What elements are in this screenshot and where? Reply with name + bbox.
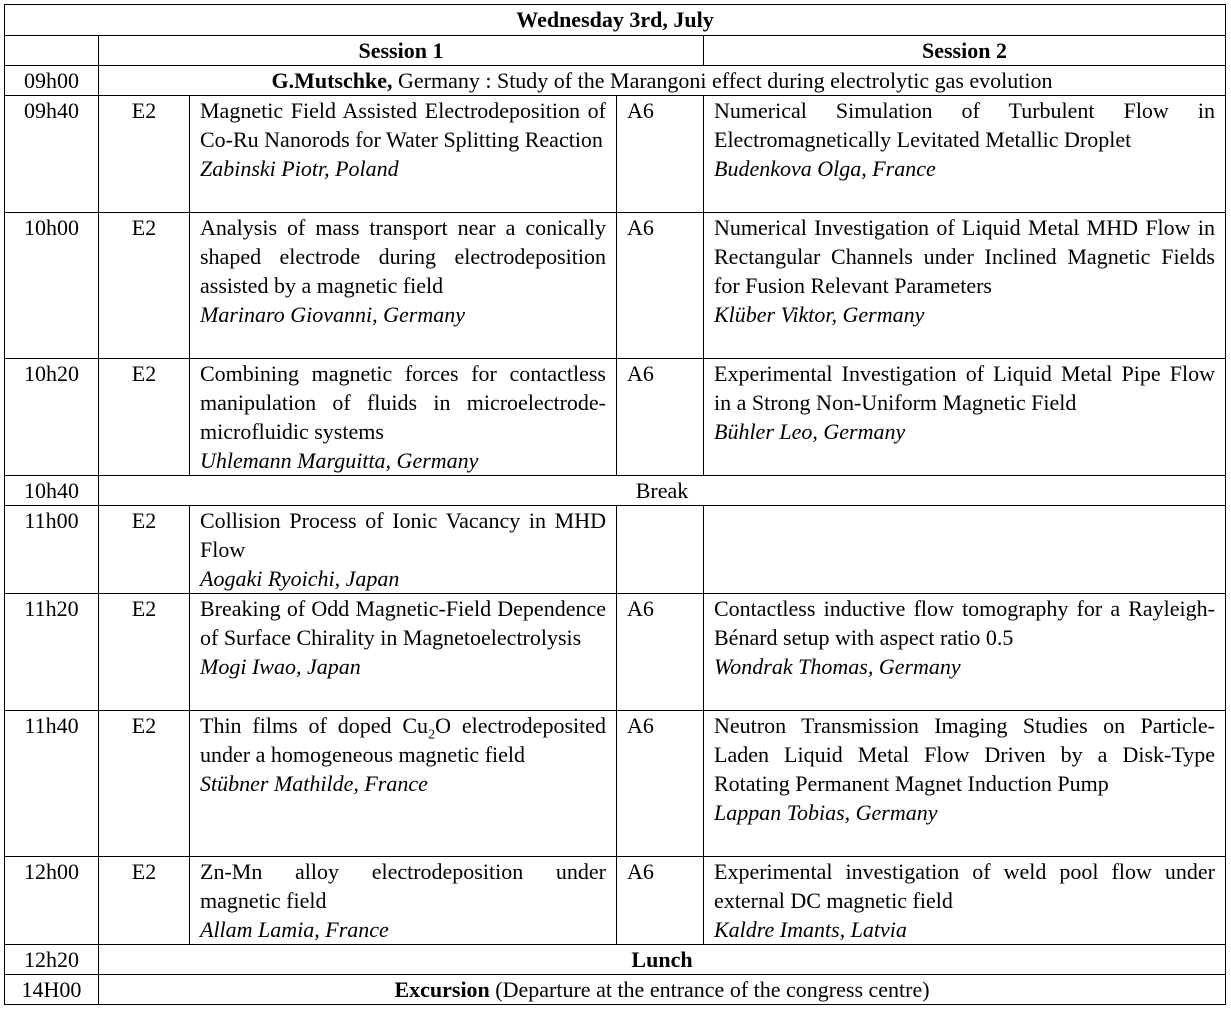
talk-title-part: O electrodeposited under a homogeneous magnetic field — [200, 713, 606, 767]
header-empty-cell — [5, 36, 99, 66]
talk-author: Zabinski Piotr, Poland — [200, 156, 399, 181]
talk-author: Stübner Mathilde, France — [200, 771, 428, 796]
session-2-talk — [704, 359, 1226, 476]
session-1-talk — [190, 594, 617, 711]
session-1-code: E2 — [99, 594, 190, 711]
session-2-talk — [704, 711, 1226, 857]
talk-row — [5, 857, 1226, 945]
talk-time: 12h00 — [5, 857, 99, 945]
talk-title — [200, 711, 606, 769]
talk-title: Magnetic Field Assisted Electrodeposition of Co-Ru Nanorods for Water Splitting Reaction — [200, 98, 606, 152]
excursion-info — [99, 975, 1226, 1005]
session-2-code: A6 — [617, 594, 704, 711]
excursion-time: 14H00 — [5, 975, 99, 1005]
session-2-talk — [704, 594, 1226, 711]
session-1-code: E2 — [99, 213, 190, 359]
plenary-time: 09h00 — [5, 66, 99, 96]
session-2-code: A6 — [617, 857, 704, 945]
talk-author: Uhlemann Marguitta, Germany — [200, 448, 479, 473]
session-1-code: E2 — [99, 506, 190, 594]
session-2-code: A6 — [617, 711, 704, 857]
talk-author: Wondrak Thomas, Germany — [714, 654, 961, 679]
session-1-code: E2 — [99, 711, 190, 857]
session-2-talk — [704, 213, 1226, 359]
subscript: 2 — [428, 727, 436, 743]
lunch-row — [5, 945, 1226, 975]
plenary-row — [5, 66, 1226, 96]
day-title: Wednesday 3rd, July — [5, 5, 1226, 36]
talk-title: Contactless inductive flow tomography for a Rayleigh-Bénard setup with aspect ratio 0.5 — [714, 596, 1215, 650]
break-label: Break — [99, 476, 1226, 506]
talk-title: Numerical Investigation of Liquid Metal MHD Flow in Rectangular Channels under Inclined Magnetic Fields for Fusion Relevant Parameters — [714, 215, 1215, 298]
talk-title: Combining magnetic forces for contactless manipulation of fluids in microelectrode-microfluidic systems — [200, 361, 606, 444]
talk-author: Budenkova Olga, France — [714, 156, 936, 181]
talk-time: 11h20 — [5, 594, 99, 711]
talk-title: Collision Process of Ionic Vacancy in MHD Flow — [200, 508, 606, 562]
session-1-header: Session 1 — [99, 36, 704, 66]
day-title-row — [5, 5, 1226, 36]
talk-author: Aogaki Ryoichi, Japan — [200, 566, 400, 591]
plenary-title: Germany : Study of the Marangoni effect during electrolytic gas evolution — [392, 68, 1053, 93]
excursion-detail: (Departure at the entrance of the congress centre) — [489, 977, 930, 1002]
break-row — [5, 476, 1226, 506]
talk-title: Neutron Transmission Imaging Studies on Particle-Laden Liquid Metal Flow Driven by a Disk-Type Rotating Permanent Magnet Induction Pump — [714, 713, 1215, 796]
talk-title: Zn-Mn alloy electrodeposition under magnetic field — [200, 859, 606, 913]
session-2-talk — [704, 857, 1226, 945]
talk-row — [5, 96, 1226, 213]
talk-author: Kaldre Imants, Latvia — [714, 917, 907, 942]
schedule-table — [4, 4, 1226, 1005]
session-1-talk — [190, 711, 617, 857]
session-header-row — [5, 36, 1226, 66]
talk-author: Mogi Iwao, Japan — [200, 654, 361, 679]
talk-title: Numerical Simulation of Turbulent Flow in Electromagnetically Levitated Metallic Droplet — [714, 98, 1215, 152]
talk-row — [5, 711, 1226, 857]
session-1-talk — [190, 359, 617, 476]
session-1-code: E2 — [99, 857, 190, 945]
talk-title: Experimental investigation of weld pool flow under external DC magnetic field — [714, 859, 1215, 913]
session-2-code — [617, 506, 704, 594]
plenary-talk — [99, 66, 1226, 96]
session-1-code: E2 — [99, 96, 190, 213]
session-1-talk — [190, 857, 617, 945]
talk-title: Experimental Investigation of Liquid Metal Pipe Flow in a Strong Non-Uniform Magnetic Field — [714, 361, 1215, 415]
plenary-speaker: G.Mutschke, — [271, 68, 393, 93]
talk-time: 09h40 — [5, 96, 99, 213]
excursion-row — [5, 975, 1226, 1005]
break-time: 10h40 — [5, 476, 99, 506]
session-2-talk — [704, 96, 1226, 213]
talk-author: Bühler Leo, Germany — [714, 419, 906, 444]
talk-title: Breaking of Odd Magnetic-Field Dependence of Surface Chirality in Magnetoelectrolysis — [200, 596, 606, 650]
excursion-label: Excursion — [394, 977, 490, 1002]
session-2-talk — [704, 506, 1226, 594]
session-2-header: Session 2 — [704, 36, 1226, 66]
talk-time: 11h40 — [5, 711, 99, 857]
session-2-code: A6 — [617, 213, 704, 359]
talk-row — [5, 213, 1226, 359]
talk-author: Allam Lamia, France — [200, 917, 389, 942]
talk-time: 10h00 — [5, 213, 99, 359]
session-2-code: A6 — [617, 359, 704, 476]
session-1-talk — [190, 96, 617, 213]
talk-author: Lappan Tobias, Germany — [714, 800, 938, 825]
talk-author: Klüber Viktor, Germany — [714, 302, 925, 327]
talk-row — [5, 506, 1226, 594]
talk-time: 11h00 — [5, 506, 99, 594]
talk-title: Analysis of mass transport near a conically shaped electrode during electrodeposition assisted by a magnetic field — [200, 215, 606, 298]
lunch-label: Lunch — [99, 945, 1226, 975]
talk-time: 10h20 — [5, 359, 99, 476]
talk-row — [5, 359, 1226, 476]
lunch-time: 12h20 — [5, 945, 99, 975]
session-1-talk — [190, 506, 617, 594]
talk-title-part: Thin films of doped Cu — [200, 713, 429, 738]
session-1-talk — [190, 213, 617, 359]
talk-author: Marinaro Giovanni, Germany — [200, 302, 465, 327]
session-1-code: E2 — [99, 359, 190, 476]
session-2-code: A6 — [617, 96, 704, 213]
talk-row — [5, 594, 1226, 711]
